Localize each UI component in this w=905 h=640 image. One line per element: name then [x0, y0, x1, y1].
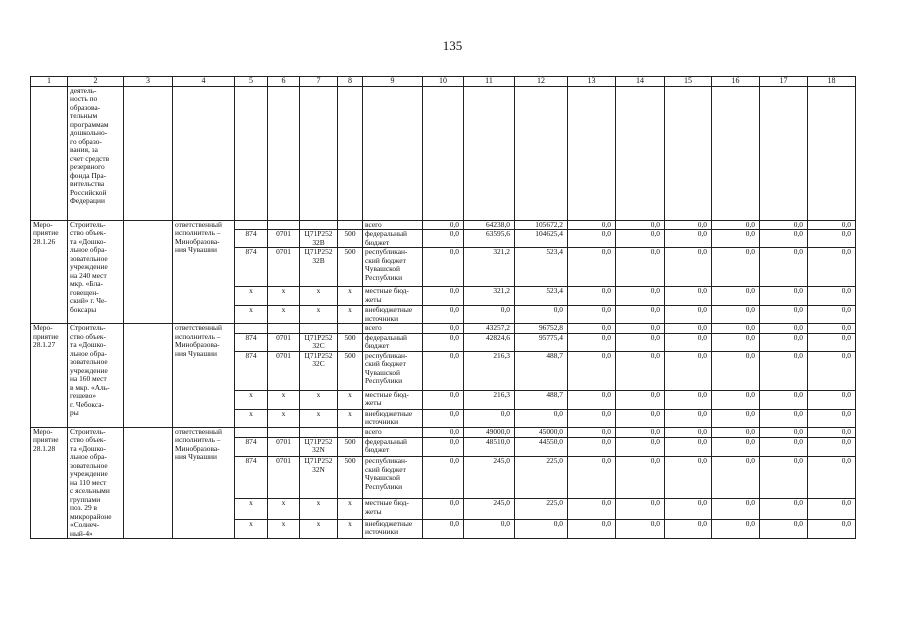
grbs-code: 874 [235, 457, 268, 499]
table-row [31, 220, 856, 230]
executor-cell: ответственный исполнитель – Минобразова- ния Чувашии [173, 324, 235, 428]
amount-cell: 0,0 [568, 248, 616, 287]
amount-cell: 0,0 [760, 306, 808, 324]
column-number-header: 18 [808, 77, 856, 87]
amount-cell: 0,0 [568, 519, 616, 538]
target-code: х [300, 409, 338, 427]
amount-cell: 0,0 [712, 306, 760, 324]
empty-cell [124, 427, 173, 539]
empty-cell [616, 86, 665, 220]
measure-name: Строитель- ство объек- та «Дошко- льное обра- зовательное учреждение на 160 мест в мкр. «Аль- гешево» г. Чебокса- ры [68, 324, 124, 428]
funding-source: внебюджетные источники [363, 409, 423, 427]
amount-cell: 225,0 [515, 457, 568, 499]
target-code [300, 324, 338, 334]
amount-cell: 0,0 [568, 333, 616, 351]
funding-source: федеральный бюджет [363, 333, 423, 351]
amount-cell: 0,0 [665, 333, 712, 351]
amount-cell: 0,0 [568, 427, 616, 437]
empty-cell [464, 86, 515, 220]
column-number-header: 2 [68, 77, 124, 87]
funding-source: республикан- ский бюджет Чувашской Республики [363, 248, 423, 287]
empty-cell [124, 220, 173, 324]
amount-cell: 0,0 [423, 457, 464, 499]
amount-cell: 0,0 [568, 437, 616, 456]
amount-cell: 49000,0 [464, 427, 515, 437]
section-code: х [268, 306, 300, 324]
grbs-code: х [235, 409, 268, 427]
empty-cell [31, 86, 68, 220]
column-number-header: 16 [712, 77, 760, 87]
amount-cell: 0,0 [665, 457, 712, 499]
amount-cell: 0,0 [568, 499, 616, 519]
amount-cell: 0,0 [423, 390, 464, 409]
amount-cell: 245,0 [464, 499, 515, 519]
amount-cell: 0,0 [665, 220, 712, 230]
amount-cell: 225,0 [515, 499, 568, 519]
amount-cell: 0,0 [616, 220, 665, 230]
empty-cell [712, 86, 760, 220]
amount-cell: 0,0 [616, 324, 665, 334]
amount-cell: 0,0 [808, 390, 856, 409]
expense-type [338, 220, 363, 230]
amount-cell: 0,0 [568, 220, 616, 230]
column-number-header: 17 [760, 77, 808, 87]
target-code: Ц71Р252 32В [300, 248, 338, 287]
amount-cell: 0,0 [616, 230, 665, 248]
amount-cell: 0,0 [712, 351, 760, 390]
amount-cell: 0,0 [808, 333, 856, 351]
amount-cell: 0,0 [808, 306, 856, 324]
amount-cell: 0,0 [712, 437, 760, 456]
amount-cell: 0,0 [616, 457, 665, 499]
amount-cell: 0,0 [568, 230, 616, 248]
amount-cell: 0,0 [423, 351, 464, 390]
amount-cell: 0,0 [616, 248, 665, 287]
amount-cell: 0,0 [712, 287, 760, 306]
expense-type: 500 [338, 230, 363, 248]
empty-cell [300, 86, 338, 220]
continued-description: деятель- ность по образова- тельным программам дошкольно- го образо- вания, за счет средств резервного фонда Пра- вительства Российской Федерации [68, 86, 124, 220]
amount-cell: 0,0 [616, 287, 665, 306]
executor-cell: ответственный исполнитель – Минобразова- ния Чувашии [173, 220, 235, 324]
amount-cell: 0,0 [808, 457, 856, 499]
amount-cell: 0,0 [423, 248, 464, 287]
grbs-code: х [235, 499, 268, 519]
amount-cell: 0,0 [568, 351, 616, 390]
section-code: х [268, 287, 300, 306]
empty-cell [665, 86, 712, 220]
amount-cell: 0,0 [423, 519, 464, 538]
amount-cell: 0,0 [616, 409, 665, 427]
empty-cell [515, 86, 568, 220]
amount-cell: 63595,6 [464, 230, 515, 248]
section-code [268, 427, 300, 437]
expense-type: х [338, 409, 363, 427]
empty-cell [235, 86, 268, 220]
amount-cell: 0,0 [423, 333, 464, 351]
amount-cell: 0,0 [760, 220, 808, 230]
target-code: х [300, 390, 338, 409]
amount-cell: 0,0 [464, 306, 515, 324]
amount-cell: 0,0 [423, 499, 464, 519]
amount-cell: 0,0 [616, 333, 665, 351]
amount-cell: 0,0 [808, 499, 856, 519]
expense-type: 500 [338, 333, 363, 351]
amount-cell: 0,0 [515, 306, 568, 324]
amount-cell: 0,0 [423, 220, 464, 230]
target-code [300, 427, 338, 437]
measure-code: Меро- приятие 28.1.27 [31, 324, 68, 428]
section-code: 0701 [268, 230, 300, 248]
amount-cell: 0,0 [568, 409, 616, 427]
table-row [31, 324, 856, 334]
expense-type: х [338, 306, 363, 324]
amount-cell: 0,0 [616, 306, 665, 324]
column-number-header: 7 [300, 77, 338, 87]
header-row [31, 77, 856, 87]
amount-cell: 0,0 [808, 248, 856, 287]
grbs-code: 874 [235, 351, 268, 390]
funding-source: федеральный бюджет [363, 437, 423, 456]
target-code: Ц71Р252 32С [300, 351, 338, 390]
amount-cell: 0,0 [568, 390, 616, 409]
empty-cell [423, 86, 464, 220]
column-number-header: 15 [665, 77, 712, 87]
page-number: 135 [442, 38, 463, 53]
amount-cell: 0,0 [760, 230, 808, 248]
amount-cell: 0,0 [616, 390, 665, 409]
amount-cell: 0,0 [712, 333, 760, 351]
funding-source: местные бюд- жеты [363, 287, 423, 306]
amount-cell: 0,0 [464, 409, 515, 427]
amount-cell: 0,0 [712, 248, 760, 287]
grbs-code: х [235, 287, 268, 306]
amount-cell: 245,0 [464, 457, 515, 499]
amount-cell: 0,0 [665, 427, 712, 437]
amount-cell: 0,0 [808, 220, 856, 230]
amount-cell: 321,2 [464, 287, 515, 306]
section-code: 0701 [268, 437, 300, 456]
amount-cell: 0,0 [423, 437, 464, 456]
funding-source: федеральный бюджет [363, 230, 423, 248]
amount-cell: 0,0 [760, 324, 808, 334]
expense-type: 500 [338, 437, 363, 456]
target-code: Ц71Р252 32N [300, 437, 338, 456]
grbs-code: 874 [235, 333, 268, 351]
target-code: х [300, 306, 338, 324]
empty-cell [268, 86, 300, 220]
column-number-header: 14 [616, 77, 665, 87]
amount-cell: 0,0 [808, 230, 856, 248]
target-code [300, 220, 338, 230]
amount-cell: 0,0 [760, 519, 808, 538]
amount-cell: 0,0 [568, 457, 616, 499]
amount-cell: 0,0 [568, 324, 616, 334]
amount-cell: 0,0 [712, 519, 760, 538]
amount-cell: 0,0 [616, 519, 665, 538]
target-code: х [300, 499, 338, 519]
expense-type: х [338, 499, 363, 519]
column-number-header: 5 [235, 77, 268, 87]
amount-cell: 0,0 [423, 306, 464, 324]
amount-cell: 0,0 [665, 306, 712, 324]
amount-cell: 0,0 [808, 519, 856, 538]
measure-name: Строитель- ство объек- та «Дошко- льное обра- зовательное учреждение на 110 мест с ясельными группами поз. 29 в микрорайоне «Солнеч- ный-4» [68, 427, 124, 539]
amount-cell: 216,3 [464, 351, 515, 390]
amount-cell: 0,0 [616, 437, 665, 456]
section-code [268, 220, 300, 230]
amount-cell: 216,3 [464, 390, 515, 409]
amount-cell: 523,4 [515, 248, 568, 287]
amount-cell: 0,0 [665, 248, 712, 287]
section-code [268, 324, 300, 334]
grbs-code [235, 324, 268, 334]
amount-cell: 0,0 [808, 409, 856, 427]
grbs-code: 874 [235, 437, 268, 456]
expense-type: 500 [338, 351, 363, 390]
amount-cell: 0,0 [760, 427, 808, 437]
empty-cell [173, 86, 235, 220]
empty-cell [568, 86, 616, 220]
amount-cell: 0,0 [712, 427, 760, 437]
amount-cell: 0,0 [665, 409, 712, 427]
grbs-code: 874 [235, 230, 268, 248]
section-code: х [268, 499, 300, 519]
amount-cell: 45000,0 [515, 427, 568, 437]
amount-cell: 0,0 [616, 427, 665, 437]
amount-cell: 0,0 [760, 333, 808, 351]
empty-cell [124, 86, 173, 220]
measure-code: Меро- приятие 28.1.26 [31, 220, 68, 324]
continuation-row [31, 86, 856, 220]
expense-type: 500 [338, 457, 363, 499]
amount-cell: 0,0 [423, 324, 464, 334]
funding-source: республикан- ский бюджет Чувашской Республики [363, 351, 423, 390]
column-number-header: 10 [423, 77, 464, 87]
empty-cell [808, 86, 856, 220]
column-number-header: 8 [338, 77, 363, 87]
amount-cell: 0,0 [568, 287, 616, 306]
expense-type [338, 427, 363, 437]
amount-cell: 0,0 [712, 324, 760, 334]
amount-cell: 104625,4 [515, 230, 568, 248]
amount-cell: 0,0 [760, 248, 808, 287]
target-code: х [300, 519, 338, 538]
amount-cell: 0,0 [665, 437, 712, 456]
amount-cell: 0,0 [665, 324, 712, 334]
target-code: Ц71Р252 32В [300, 230, 338, 248]
amount-cell: 0,0 [712, 390, 760, 409]
funding-source: внебюджетные источники [363, 306, 423, 324]
empty-cell [338, 86, 363, 220]
section-code: 0701 [268, 248, 300, 287]
funding-source: всего [363, 324, 423, 334]
amount-cell: 0,0 [808, 287, 856, 306]
column-number-header: 4 [173, 77, 235, 87]
amount-cell: 0,0 [808, 324, 856, 334]
amount-cell: 0,0 [616, 351, 665, 390]
amount-cell: 0,0 [760, 351, 808, 390]
column-number-header: 9 [363, 77, 423, 87]
amount-cell: 321,2 [464, 248, 515, 287]
grbs-code [235, 427, 268, 437]
target-code: х [300, 287, 338, 306]
funding-source: всего [363, 427, 423, 437]
amount-cell: 0,0 [760, 499, 808, 519]
section-code: 0701 [268, 457, 300, 499]
amount-cell: 0,0 [665, 499, 712, 519]
empty-cell [760, 86, 808, 220]
target-code: Ц71Р252 32N [300, 457, 338, 499]
amount-cell: 0,0 [665, 390, 712, 409]
amount-cell: 42824,6 [464, 333, 515, 351]
column-number-header: 6 [268, 77, 300, 87]
amount-cell: 0,0 [760, 287, 808, 306]
measure-code: Меро- приятие 28.1.28 [31, 427, 68, 539]
column-number-header: 3 [124, 77, 173, 87]
amount-cell: 0,0 [665, 230, 712, 248]
amount-cell: 488,7 [515, 390, 568, 409]
executor-cell: ответственный исполнитель – Минобразова- ния Чувашии [173, 427, 235, 539]
amount-cell: 0,0 [423, 427, 464, 437]
amount-cell: 96752,8 [515, 324, 568, 334]
amount-cell: 43257,2 [464, 324, 515, 334]
amount-cell: 0,0 [515, 409, 568, 427]
funding-source: местные бюд- жеты [363, 390, 423, 409]
amount-cell: 0,0 [515, 519, 568, 538]
measure-name: Строитель- ство объек- та «Дошко- льное обра- зовательное учреждение на 240 мест мкр. «Бла- говещен- ский» г. Че- боксары [68, 220, 124, 324]
amount-cell: 0,0 [423, 287, 464, 306]
amount-cell: 0,0 [665, 519, 712, 538]
grbs-code: х [235, 306, 268, 324]
amount-cell: 0,0 [665, 351, 712, 390]
section-code: х [268, 409, 300, 427]
amount-cell: 0,0 [760, 457, 808, 499]
amount-cell: 0,0 [808, 427, 856, 437]
amount-cell: 105672,2 [515, 220, 568, 230]
funding-source: местные бюд- жеты [363, 499, 423, 519]
empty-cell [124, 324, 173, 428]
amount-cell: 0,0 [808, 351, 856, 390]
grbs-code: х [235, 519, 268, 538]
expense-type: 500 [338, 248, 363, 287]
amount-cell: 0,0 [712, 220, 760, 230]
empty-cell [363, 86, 423, 220]
grbs-code [235, 220, 268, 230]
amount-cell: 0,0 [760, 409, 808, 427]
budget-table [30, 76, 856, 539]
amount-cell: 0,0 [616, 499, 665, 519]
expense-type: х [338, 287, 363, 306]
amount-cell: 0,0 [712, 230, 760, 248]
amount-cell: 0,0 [464, 519, 515, 538]
target-code: Ц71Р252 32С [300, 333, 338, 351]
amount-cell: 44550,0 [515, 437, 568, 456]
expense-type: х [338, 390, 363, 409]
amount-cell: 0,0 [423, 409, 464, 427]
amount-cell: 0,0 [712, 499, 760, 519]
column-number-header: 11 [464, 77, 515, 87]
funding-source: республикан- ский бюджет Чувашской Республики [363, 457, 423, 499]
amount-cell: 0,0 [712, 457, 760, 499]
grbs-code: 874 [235, 248, 268, 287]
grbs-code: х [235, 390, 268, 409]
section-code: 0701 [268, 351, 300, 390]
amount-cell: 0,0 [760, 437, 808, 456]
section-code: 0701 [268, 333, 300, 351]
amount-cell: 0,0 [808, 437, 856, 456]
column-number-header: 1 [31, 77, 68, 87]
amount-cell: 0,0 [760, 390, 808, 409]
amount-cell: 0,0 [423, 230, 464, 248]
expense-type [338, 324, 363, 334]
funding-source: внебюджетные источники [363, 519, 423, 538]
amount-cell: 0,0 [712, 409, 760, 427]
funding-source: всего [363, 220, 423, 230]
table-row [31, 427, 856, 437]
amount-cell: 488,7 [515, 351, 568, 390]
section-code: х [268, 519, 300, 538]
amount-cell: 523,4 [515, 287, 568, 306]
section-code: х [268, 390, 300, 409]
expense-type: х [338, 519, 363, 538]
amount-cell: 64238,0 [464, 220, 515, 230]
column-number-header: 13 [568, 77, 616, 87]
amount-cell: 48510,0 [464, 437, 515, 456]
amount-cell: 0,0 [665, 287, 712, 306]
column-number-header: 12 [515, 77, 568, 87]
amount-cell: 95775,4 [515, 333, 568, 351]
amount-cell: 0,0 [568, 306, 616, 324]
